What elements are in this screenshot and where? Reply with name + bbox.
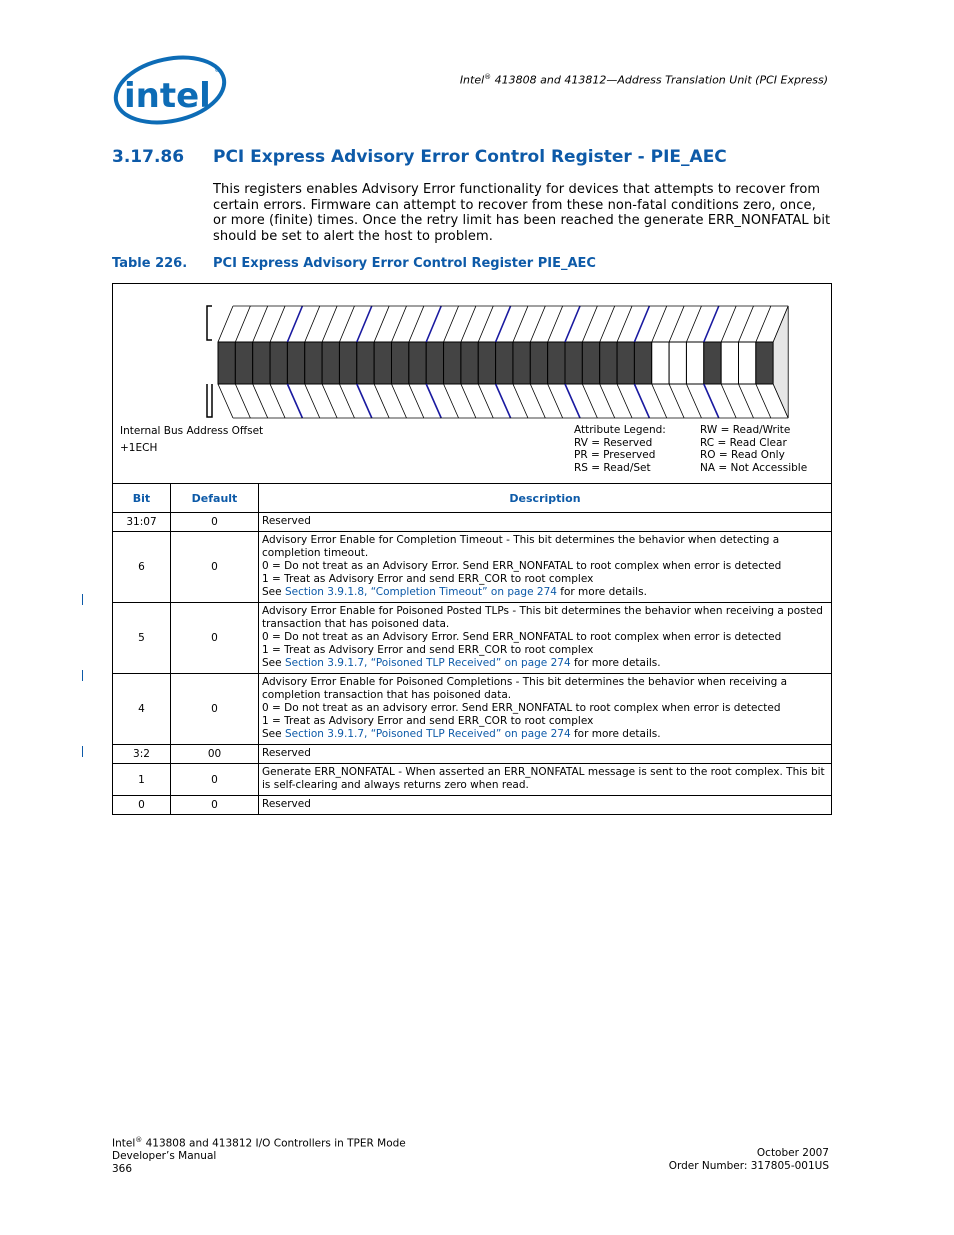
bit-lead <box>652 306 667 342</box>
bit-box <box>374 342 391 384</box>
bit-lead <box>461 306 476 342</box>
default-cell: 0 <box>171 603 259 674</box>
bit-lead <box>513 384 528 418</box>
section-link[interactable]: Section 3.9.1.7, “Poisoned TLP Received” on page 274 <box>284 728 571 740</box>
bit-lead <box>548 384 563 418</box>
description-cell <box>259 513 832 532</box>
bit-box <box>426 342 443 384</box>
bit-lead <box>756 384 771 418</box>
bit-box <box>409 342 426 384</box>
description-line: Reserved <box>262 798 311 810</box>
description-line: 0 = Do not treat as an advisory error. Send ERR_NONFATAL to root complex when error is detected <box>262 702 781 714</box>
bit-lead <box>357 384 372 418</box>
attribute-legend-left: Attribute Legend: RV = Reserved PR = Preserved RS = Read/Set <box>574 424 666 474</box>
bit-lead <box>565 384 580 418</box>
bit-box <box>444 342 461 384</box>
description-cell <box>259 764 832 796</box>
intel-logo <box>110 50 228 128</box>
bit-lead <box>478 306 493 342</box>
bit-box <box>704 342 721 384</box>
table-row <box>113 764 832 796</box>
default-cell: 0 <box>171 764 259 796</box>
bit-lead <box>461 384 476 418</box>
bit-lead <box>426 384 441 418</box>
bit-box <box>322 342 339 384</box>
description-line: Advisory Error Enable for Poisoned Posted TLPs - This bit determines the behavior when receiving a posted transaction that has poisoned data. <box>262 605 823 630</box>
bit-box <box>669 342 686 384</box>
bit-lead <box>496 306 511 342</box>
bit-lead <box>322 384 337 418</box>
description-line: Advisory Error Enable for Poisoned Completions - This bit determines the behavior when receiving a completion transaction that has poisoned data. <box>262 676 788 701</box>
bit-lead <box>582 306 597 342</box>
bit-lead <box>218 306 233 342</box>
bit-cell: 31:07 <box>113 513 171 532</box>
bit-lead <box>287 384 302 418</box>
default-cell: 0 <box>171 513 259 532</box>
bit-lead <box>322 306 337 342</box>
bit-lead <box>392 306 407 342</box>
address-offset: Internal Bus Address Offset +1ECH <box>120 425 264 454</box>
svg-text:®: ® <box>214 66 221 74</box>
bit-lead <box>409 306 424 342</box>
bit-box <box>235 342 252 384</box>
see-also-line: See Section 3.9.1.8, “Completion Timeout” on page 274 for more details. <box>262 586 647 598</box>
default-cell: 00 <box>171 745 259 764</box>
bit-box <box>530 342 547 384</box>
column-header-default: Default <box>171 484 259 513</box>
intro-paragraph: This registers enables Advisory Error functionality for devices that attempts to recover from certain errors. Firmware can attempt to recover from these non-fatal conditions zero, once, or more (finite) times. Once the retry limit has been reached the generate ERR_NONFATAL bit should be set to alert the host to problem. <box>213 182 831 244</box>
bit-lead <box>634 384 649 418</box>
bit-lead <box>739 384 754 418</box>
description-line: 0 = Do not treat as an Advisory Error. Send ERR_NONFATAL to root complex when error is detected <box>262 560 782 572</box>
default-cell: 0 <box>171 674 259 745</box>
see-also-line: See Section 3.9.1.7, “Poisoned TLP Received” on page 274 for more details. <box>262 728 661 740</box>
register-table <box>112 283 832 815</box>
bit-box <box>496 342 513 384</box>
default-cell: 0 <box>171 796 259 815</box>
bit-lead <box>582 384 597 418</box>
bit-lead <box>704 384 719 418</box>
bit-cell: 3:2 <box>113 745 171 764</box>
attribute-legend-right: RW = Read/Write RC = Read Clear RO = Read Only NA = Not Accessible <box>700 424 808 474</box>
bit-lead <box>721 384 736 418</box>
table-row <box>113 603 832 674</box>
bit-lead <box>218 384 233 418</box>
bit-box <box>582 342 599 384</box>
description-line: Generate ERR_NONFATAL - When asserted an ERR_NONFATAL message is sent to the root complex. This bit is self-clearing and always returns zero when read. <box>262 766 825 791</box>
bit-box <box>339 342 356 384</box>
diagram-side <box>773 306 788 418</box>
bit-box <box>218 342 235 384</box>
change-bar <box>82 594 83 605</box>
description-line: 1 = Treat as Advisory Error and send ERR_COR to root complex <box>262 573 594 585</box>
section-link[interactable]: Section 3.9.1.8, “Completion Timeout” on page 274 <box>284 586 557 598</box>
description-cell <box>259 796 832 815</box>
bit-lead <box>548 306 563 342</box>
table-row <box>113 674 832 745</box>
bit-box <box>392 342 409 384</box>
bit-lead <box>270 306 285 342</box>
column-header-description: Description <box>259 484 832 513</box>
bit-lead <box>756 306 771 342</box>
description-line: 1 = Treat as Advisory Error and send ERR_COR to root complex <box>262 644 594 656</box>
bit-box <box>617 342 634 384</box>
bit-lead <box>496 384 511 418</box>
bit-lead <box>426 306 441 342</box>
description-cell <box>259 532 832 603</box>
description-cell <box>259 745 832 764</box>
table-row <box>113 796 832 815</box>
bit-box <box>548 342 565 384</box>
bit-lead <box>513 306 528 342</box>
description-cell <box>259 674 832 745</box>
bit-lead <box>669 384 684 418</box>
column-header-bit: Bit <box>113 484 171 513</box>
bit-box <box>721 342 738 384</box>
bit-box <box>686 342 703 384</box>
description-line: Reserved <box>262 747 311 759</box>
bit-lead <box>652 384 667 418</box>
bit-lead <box>270 384 285 418</box>
footer-left: Intel® 413808 and 413812 I/O Controllers in TPER Mode Developer’s Manual 366 <box>112 1136 406 1175</box>
table-header-row <box>113 484 832 513</box>
table-row <box>113 745 832 764</box>
description-line: Advisory Error Enable for Completion Timeout - This bit determines the behavior when detecting a completion timeout. <box>262 534 780 559</box>
bit-lead <box>235 306 250 342</box>
bit-box <box>478 342 495 384</box>
bit-lead <box>478 384 493 418</box>
bit-lead <box>253 306 268 342</box>
bit-cell: 1 <box>113 764 171 796</box>
bit-lead <box>600 384 615 418</box>
section-link[interactable]: Section 3.9.1.7, “Poisoned TLP Received” on page 274 <box>284 657 571 669</box>
bit-box <box>565 342 582 384</box>
bit-lead <box>739 306 754 342</box>
description-cell <box>259 603 832 674</box>
change-bar <box>82 746 83 757</box>
bit-lead <box>305 306 320 342</box>
running-header: Intel® 413808 and 413812—Address Translation Unit (PCI Express) <box>459 73 828 87</box>
bit-lead <box>444 306 459 342</box>
bit-cell: 6 <box>113 532 171 603</box>
bit-cell: 0 <box>113 796 171 815</box>
table-caption: Table 226. PCI Express Advisory Error Control Register PIE_AEC <box>112 256 596 271</box>
bit-lead <box>339 306 354 342</box>
bracket <box>207 384 212 417</box>
bit-lead <box>600 306 615 342</box>
bit-lead <box>444 384 459 418</box>
bit-lead <box>253 384 268 418</box>
bit-lead <box>287 306 302 342</box>
bitfield-diagram <box>203 304 793 439</box>
description-line: 1 = Treat as Advisory Error and send ERR_COR to root complex <box>262 715 594 727</box>
bit-lead <box>235 384 250 418</box>
bit-box <box>357 342 374 384</box>
bit-lead <box>686 306 701 342</box>
bit-box <box>634 342 651 384</box>
bit-lead <box>617 306 632 342</box>
bit-box <box>739 342 756 384</box>
table-row <box>113 532 832 603</box>
bit-box <box>652 342 669 384</box>
bit-cell: 5 <box>113 603 171 674</box>
bit-lead <box>617 384 632 418</box>
bit-lead <box>721 306 736 342</box>
bit-box <box>756 342 773 384</box>
default-cell: 0 <box>171 532 259 603</box>
bit-lead <box>357 306 372 342</box>
bracket <box>207 306 212 340</box>
bit-box <box>287 342 304 384</box>
bit-box <box>305 342 322 384</box>
change-bar <box>82 670 83 681</box>
bit-cell: 4 <box>113 674 171 745</box>
bit-lead <box>409 384 424 418</box>
svg-text:intel: intel <box>124 76 211 116</box>
bit-lead <box>374 384 389 418</box>
bit-box <box>253 342 270 384</box>
see-also-line: See Section 3.9.1.7, “Poisoned TLP Received” on page 274 for more details. <box>262 657 661 669</box>
bit-lead <box>704 306 719 342</box>
bit-lead <box>686 384 701 418</box>
bit-lead <box>669 306 684 342</box>
bit-lead <box>530 384 545 418</box>
bit-box <box>461 342 478 384</box>
bit-box <box>270 342 287 384</box>
bit-lead <box>339 384 354 418</box>
description-line: 0 = Do not treat as an Advisory Error. Send ERR_NONFATAL to root complex when error is detected <box>262 631 782 643</box>
bit-lead <box>392 384 407 418</box>
footer-right: October 2007 Order Number: 317805-001US <box>668 1147 829 1172</box>
bit-lead <box>634 306 649 342</box>
table-row <box>113 513 832 532</box>
bit-lead <box>530 306 545 342</box>
bit-box <box>600 342 617 384</box>
section-heading: 3.17.86 PCI Express Advisory Error Control Register - PIE_AEC <box>112 147 727 167</box>
bit-box <box>513 342 530 384</box>
bit-lead <box>374 306 389 342</box>
description-line: Reserved <box>262 515 311 527</box>
register-diagram <box>113 284 832 484</box>
bit-lead <box>565 306 580 342</box>
bit-lead <box>305 384 320 418</box>
